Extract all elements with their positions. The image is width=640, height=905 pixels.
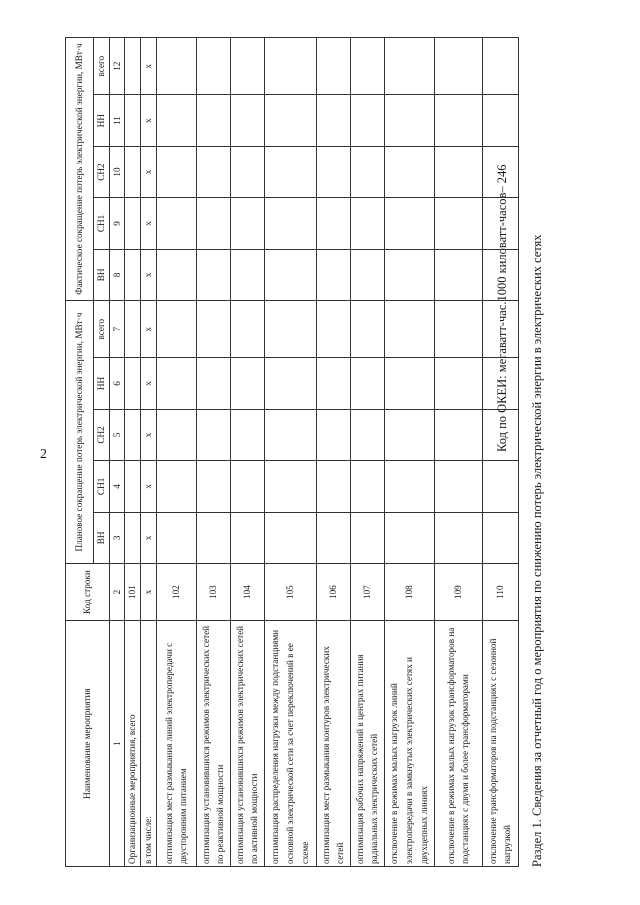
value-cell	[482, 146, 518, 197]
value-cell	[350, 512, 384, 563]
subheader-cell: НН	[94, 358, 110, 409]
column-number: 3	[109, 512, 125, 563]
column-number: 9	[109, 198, 125, 249]
table-row	[196, 38, 230, 867]
subheader-cell: ВН	[94, 512, 110, 563]
measure-name: отключение трансформаторов на подстанциях с сезонной нагрузкой	[482, 621, 518, 867]
value-cell	[125, 146, 141, 197]
subheader-cell: всего	[94, 301, 110, 358]
value-cell	[434, 409, 482, 460]
value-cell	[434, 512, 482, 563]
value-cell	[196, 38, 230, 95]
measure-name: Организационные мероприятия, всего	[125, 621, 141, 867]
value-cell: x	[141, 146, 157, 197]
value-cell	[316, 38, 350, 95]
value-cell	[384, 409, 434, 460]
value-cell	[316, 358, 350, 409]
subheader-cell: СН2	[94, 409, 110, 460]
measure-name: отключение в режимах малых нагрузок трансформаторов на подстанциях с двумя и более трансформаторами	[434, 621, 482, 867]
row-code: 101	[125, 564, 141, 621]
subheader-cell: СН1	[94, 461, 110, 512]
table-row	[156, 38, 196, 867]
value-cell: x	[141, 512, 157, 563]
value-cell	[384, 95, 434, 146]
value-cell	[196, 409, 230, 460]
value-cell	[196, 95, 230, 146]
value-cell	[384, 512, 434, 563]
value-cell	[316, 249, 350, 300]
measure-name: оптимизация мест размыкания контуров электрических сетей	[316, 621, 350, 867]
header-code: Код строки	[66, 564, 110, 621]
value-cell	[156, 512, 196, 563]
table-row	[264, 38, 316, 867]
value-cell	[230, 95, 264, 146]
value-cell: x	[141, 461, 157, 512]
measure-name: отключение в режимах малых нагрузок линий электропередачи в замкнутых электрических сетях и двухцепных линиях	[384, 621, 434, 867]
value-cell: x	[141, 409, 157, 460]
value-cell	[125, 38, 141, 95]
value-cell	[125, 301, 141, 358]
row-code: 105	[264, 564, 316, 621]
value-cell	[196, 461, 230, 512]
column-number: 11	[109, 95, 125, 146]
value-cell: x	[141, 198, 157, 249]
value-cell	[434, 461, 482, 512]
value-cell	[350, 461, 384, 512]
value-cell	[316, 198, 350, 249]
value-cell	[350, 198, 384, 249]
value-cell	[196, 358, 230, 409]
value-cell	[264, 409, 316, 460]
value-cell	[350, 358, 384, 409]
column-number: 2	[109, 564, 125, 621]
section-title: Раздел 1. Сведения за отчетный год о мероприятия по снижению потерь электрической энергии в электрических сетях	[530, 234, 544, 867]
table-row	[230, 38, 264, 867]
value-cell	[482, 95, 518, 146]
row-code: 108	[384, 564, 434, 621]
value-cell	[350, 249, 384, 300]
value-cell	[156, 409, 196, 460]
value-cell	[156, 38, 196, 95]
value-cell	[482, 249, 518, 300]
value-cell	[125, 358, 141, 409]
value-cell: x	[141, 249, 157, 300]
page-number: 2	[40, 447, 47, 462]
okei-code: Код по ОКЕИ: мегаватт-час.1000 киловатт-часов– 246	[495, 164, 509, 452]
value-cell	[156, 146, 196, 197]
column-number: 7	[109, 301, 125, 358]
value-cell	[264, 461, 316, 512]
table-row	[141, 38, 157, 867]
value-cell	[350, 38, 384, 95]
value-cell	[482, 198, 518, 249]
table-row	[350, 38, 384, 867]
value-cell	[316, 409, 350, 460]
value-cell	[125, 198, 141, 249]
value-cell	[156, 301, 196, 358]
value-cell	[264, 95, 316, 146]
value-cell	[264, 146, 316, 197]
value-cell	[434, 198, 482, 249]
value-cell	[156, 198, 196, 249]
value-cell: x	[141, 358, 157, 409]
value-cell	[482, 301, 518, 358]
table-row	[316, 38, 350, 867]
value-cell	[316, 461, 350, 512]
row-code: 107	[350, 564, 384, 621]
header-name: Наименование мероприятия	[66, 621, 110, 867]
report-sheet	[40, 17, 600, 887]
value-cell	[482, 358, 518, 409]
value-cell	[316, 146, 350, 197]
measure-name: оптимизация установившихся режимов электрических сетей по активной мощности	[230, 621, 264, 867]
value-cell	[434, 249, 482, 300]
value-cell	[230, 146, 264, 197]
measure-name: оптимизация мест размыкания линий электропередачи с двусторонним питанием	[156, 621, 196, 867]
value-cell	[156, 95, 196, 146]
value-cell	[482, 409, 518, 460]
value-cell	[264, 38, 316, 95]
value-cell	[156, 461, 196, 512]
value-cell	[316, 95, 350, 146]
column-number: 4	[109, 461, 125, 512]
value-cell	[350, 95, 384, 146]
subheader-cell: всего	[94, 38, 110, 95]
value-cell	[125, 95, 141, 146]
measure-name: оптимизация распределения нагрузки между подстанциями основной электрической сети за счет переключений в ее схеме	[264, 621, 316, 867]
value-cell	[316, 512, 350, 563]
value-cell	[384, 249, 434, 300]
measure-name: оптимизация установившихся режимов электрических сетей по реактивной мощности	[196, 621, 230, 867]
value-cell	[482, 512, 518, 563]
value-cell	[230, 249, 264, 300]
column-number-row	[109, 38, 125, 867]
table-row	[482, 38, 518, 867]
header-actual: Фактическое сокращение потерь электрической энергии, МВт·ч	[66, 38, 94, 301]
measure-name: оптимизация рабочих напряжений в центрах питания радиальных электрических сетей	[350, 621, 384, 867]
subheader-cell: НН	[94, 95, 110, 146]
row-code: 104	[230, 564, 264, 621]
value-cell	[434, 301, 482, 358]
row-code: 109	[434, 564, 482, 621]
value-cell	[196, 146, 230, 197]
value-cell	[316, 301, 350, 358]
value-cell: x	[141, 95, 157, 146]
value-cell	[196, 198, 230, 249]
table-row	[434, 38, 482, 867]
value-cell	[156, 249, 196, 300]
value-cell	[125, 461, 141, 512]
column-number: 5	[109, 409, 125, 460]
measures-table	[65, 37, 519, 867]
column-number: 12	[109, 38, 125, 95]
value-cell	[230, 461, 264, 512]
value-cell	[384, 38, 434, 95]
value-cell	[384, 461, 434, 512]
value-cell	[196, 301, 230, 358]
value-cell	[434, 95, 482, 146]
value-cell	[230, 301, 264, 358]
value-cell	[264, 249, 316, 300]
value-cell	[125, 409, 141, 460]
column-number: 1	[109, 621, 125, 867]
value-cell	[434, 146, 482, 197]
row-code: 110	[482, 564, 518, 621]
value-cell	[230, 512, 264, 563]
value-cell: x	[141, 301, 157, 358]
table-row	[384, 38, 434, 867]
value-cell	[156, 358, 196, 409]
value-cell	[434, 358, 482, 409]
subheader-cell: СН2	[94, 146, 110, 197]
row-code: 103	[196, 564, 230, 621]
value-cell	[230, 409, 264, 460]
value-cell	[125, 249, 141, 300]
value-cell	[125, 512, 141, 563]
value-cell: x	[141, 38, 157, 95]
value-cell	[482, 461, 518, 512]
value-cell	[196, 512, 230, 563]
column-number: 6	[109, 358, 125, 409]
value-cell	[384, 146, 434, 197]
value-cell	[350, 409, 384, 460]
column-number: 10	[109, 146, 125, 197]
value-cell	[230, 38, 264, 95]
value-cell	[384, 301, 434, 358]
value-cell	[264, 198, 316, 249]
measure-name: в том числе:	[141, 621, 157, 867]
row-code: 106	[316, 564, 350, 621]
subheader-cell: СН1	[94, 198, 110, 249]
column-number: 8	[109, 249, 125, 300]
value-cell	[350, 146, 384, 197]
value-cell	[384, 198, 434, 249]
value-cell	[264, 358, 316, 409]
value-cell	[196, 249, 230, 300]
value-cell	[384, 358, 434, 409]
value-cell	[482, 38, 518, 95]
table-row	[125, 38, 141, 867]
value-cell	[434, 38, 482, 95]
value-cell	[230, 198, 264, 249]
value-cell	[350, 301, 384, 358]
row-code: 102	[156, 564, 196, 621]
value-cell	[264, 301, 316, 358]
row-code: x	[141, 564, 157, 621]
subheader-cell: ВН	[94, 249, 110, 300]
value-cell	[264, 512, 316, 563]
value-cell	[230, 358, 264, 409]
header-planned: Плановое сокращение потерь электрической энергии, МВт·ч	[66, 301, 94, 564]
